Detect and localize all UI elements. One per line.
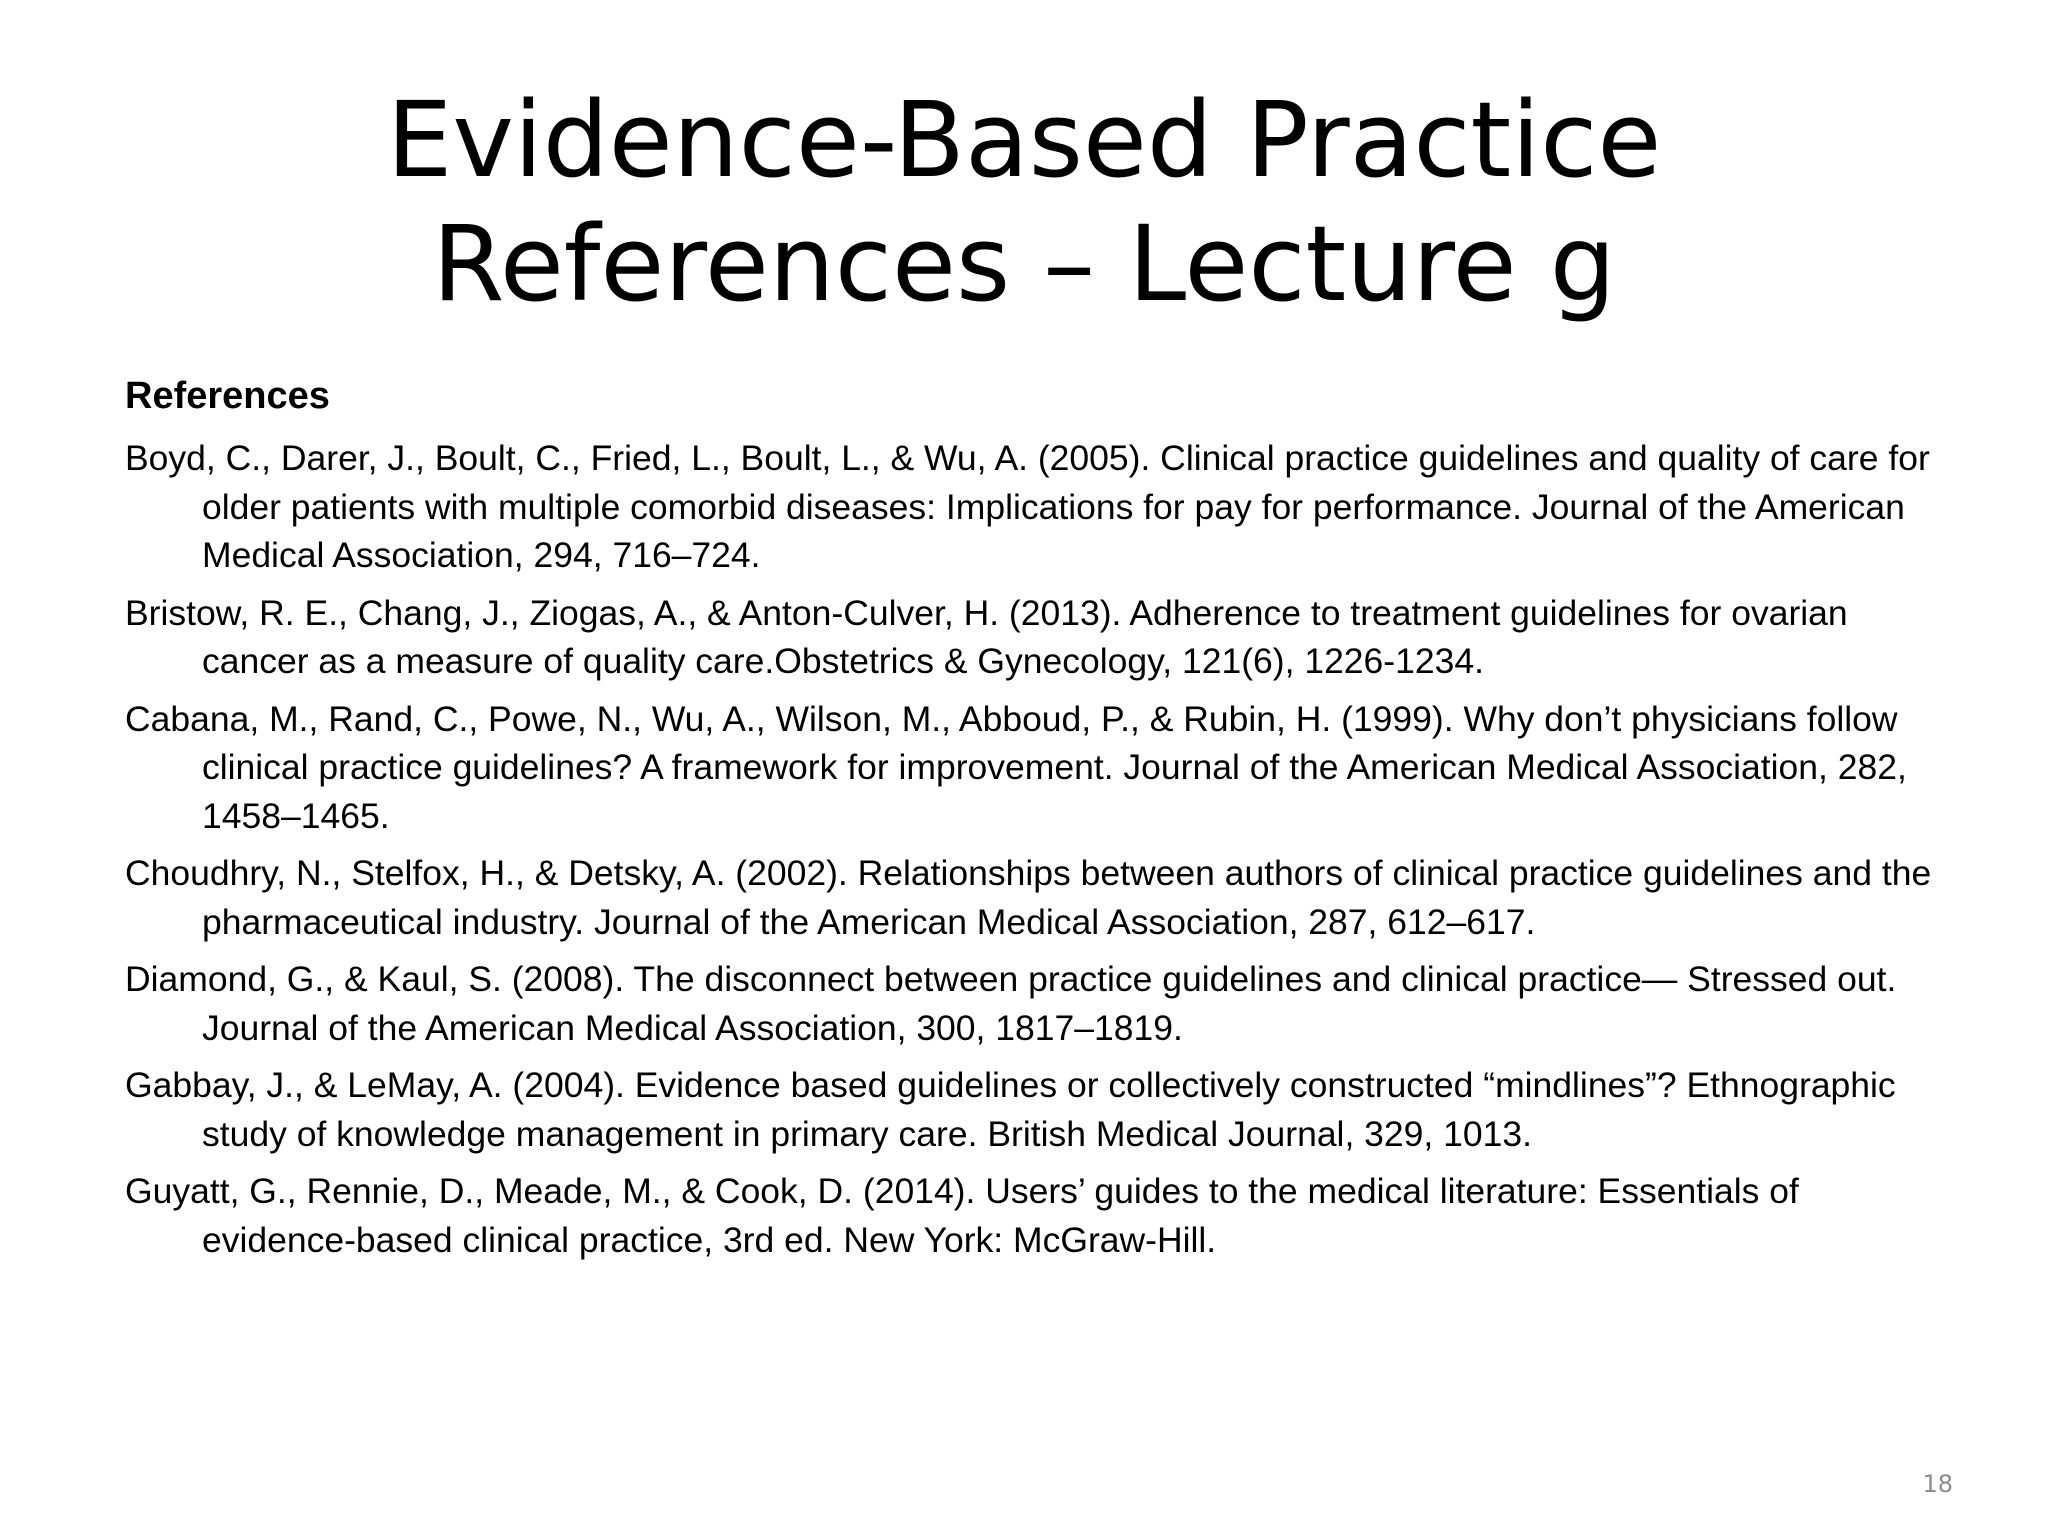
slide-title-line-1: Evidence-Based Practice [386,79,1662,201]
reference-list [125,434,1955,1264]
reference-item: Bristow, R. E., Chang, J., Ziogas, A., & Anton-Culver, H. (2013). Adherence to treatment guidelines for ovarian cancer as a measure of quality care.Obstetrics & Gynecology, 121(6), 1226-1234. [125,592,1848,681]
page-number: 18 [1922,1470,1953,1498]
reference-item: Cabana, M., Rand, C., Powe, N., Wu, A., Wilson, M., Abboud, P., & Rubin, H. (1999). Why don’t physicians follow clinical practice guidelines? A framework for improvement. Journal of the American Medical Association, 282, 1458–1465. [125,698,1907,836]
slide-title [0,78,2048,326]
reference-item: Choudhry, N., Stelfox, H., & Detsky, A. (2002). Relationships between authors of clinical practice guidelines and the pharmaceutical industry. Journal of the American Medical Association, 287, 612–617. [125,853,1932,942]
reference-item: Gabbay, J., & LeMay, A. (2004). Evidence based guidelines or collectively constructed “mindlines”? Ethnographic study of knowledge management in primary care. British Medical Journal, 329, 1013. [125,1065,1896,1154]
reference-item: Diamond, G., & Kaul, S. (2008). The disconnect between practice guidelines and clinical practice— Stressed out. Journal of the American Medical Association, 300, 1817–1819. [125,959,1897,1048]
references-content [125,372,1955,1273]
reference-item: Guyatt, G., Rennie, D., Meade, M., & Cook, D. (2014). Users’ guides to the medical literature: Essentials of evidence-based clinical practice, 3rd ed. New York: McGraw-Hill. [125,1171,1799,1260]
references-heading: References [125,375,330,417]
reference-item: Boyd, C., Darer, J., Boult, C., Fried, L., Boult, L., & Wu, A. (2005). Clinical practice guidelines and quality of care for older patients with multiple comorbid diseases: Implications for pay for performance. Journal of the American Medical Association, 294, 716–724. [125,438,1930,575]
slide-title-line-2: References – Lecture g [432,203,1616,325]
